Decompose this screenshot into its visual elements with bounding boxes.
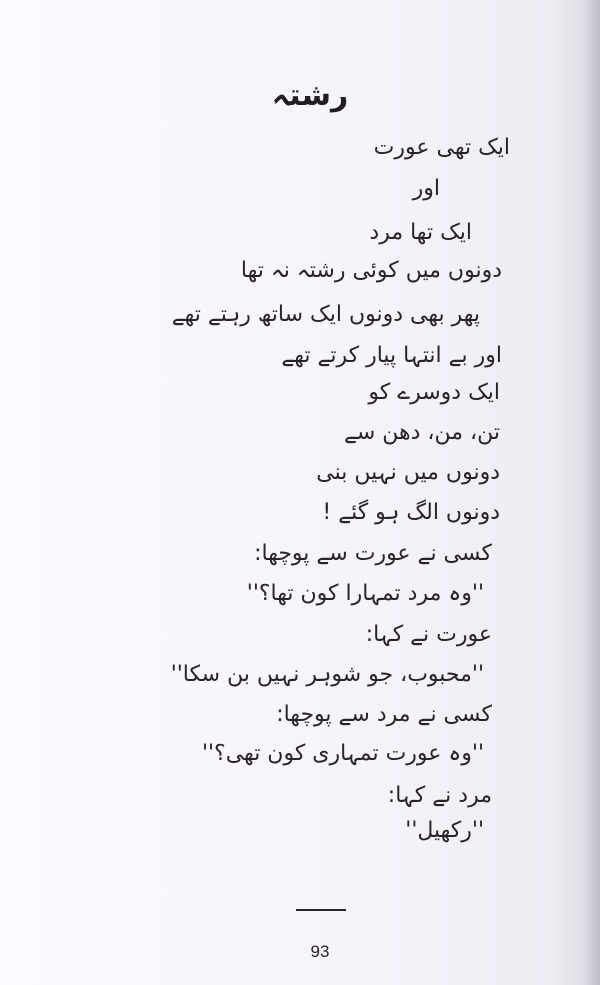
footer-rule: [296, 909, 346, 911]
poem-line: ''محبوب، جو شوہر نہیں بن سکا'': [170, 662, 484, 687]
poem-line: اور بے انتہا پیار کرتے تھے: [281, 343, 502, 368]
poem-line: ''رکھیل'': [405, 818, 484, 843]
poem-line: دونوں میں کوئی رشتہ نہ تھا: [240, 258, 502, 283]
poem-line: تن، من، دھن سے: [343, 420, 500, 445]
poem-line: دونوں الگ ہو گئے !: [322, 500, 500, 525]
poem-line: پھر بھی دونوں ایک ساتھ رہتے تھے: [171, 302, 480, 327]
poem-line: ''وہ عورت تمہاری کون تھی؟'': [201, 741, 484, 766]
poem-line: مرد نے کہا:: [387, 783, 492, 808]
page-number: 93: [310, 942, 330, 961]
poem-line: کسی نے مرد سے پوچھا:: [276, 702, 492, 727]
poem-line: ''وہ مرد تمہارا کون تھا؟'': [246, 581, 484, 606]
poem-line: ایک تھا مرد: [369, 220, 472, 245]
poem-line: اور: [412, 176, 440, 201]
poem-line: ایک تھی عورت: [373, 135, 510, 160]
poem-title: رشتہ: [271, 78, 349, 113]
poem-line: ایک دوسرے کو: [368, 380, 500, 405]
poem-line: کسی نے عورت سے پوچھا:: [254, 541, 492, 566]
poem-line: عورت نے کہا:: [365, 622, 492, 647]
binding-shadow: [582, 0, 600, 985]
poem-line: دونوں میں نہیں بنی: [316, 460, 500, 485]
